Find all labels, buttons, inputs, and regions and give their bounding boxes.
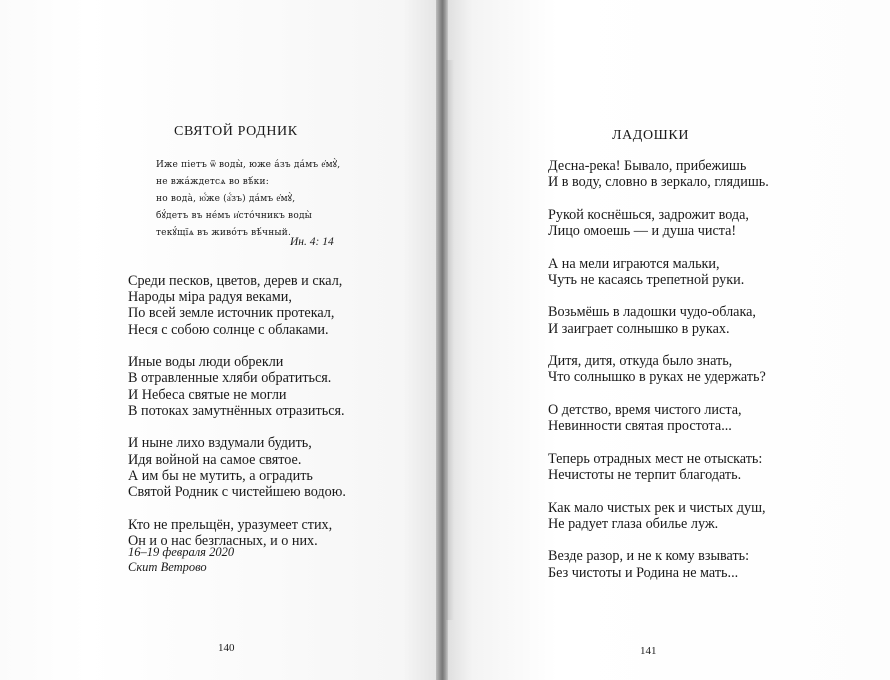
poem-line: Десна-река! Бывало, прибежишь — [548, 158, 747, 174]
epigraph-line: не вжа́ждетсѧ во вѣ́ки: — [156, 177, 269, 187]
poem-body-left — [128, 273, 346, 565]
poem-line: Нечистоты не терпит благодать. — [548, 466, 742, 483]
poem-line: В отравленные хляби обратиться. — [128, 370, 332, 387]
poem-signature — [128, 545, 234, 575]
poem-line: Святой Родник с чистейшею водою. — [128, 484, 346, 501]
poem-line: Не радует глаза обилье луж. — [548, 515, 719, 532]
poem-line: Рукой коснёшься, задрожит вода, — [548, 206, 749, 223]
poem-line: Теперь отрадных мест не отыскать: — [548, 450, 763, 467]
poem-line: Идя войной на самое святое. — [128, 451, 302, 468]
poem-title-right: ЛАДОШКИ — [612, 128, 690, 143]
poem-line: По всей земле источник протекал, — [128, 305, 335, 322]
poem-line: И ныне лихо вздумали будить, — [128, 435, 312, 452]
stanza — [548, 353, 769, 385]
page-number-right: 141 — [640, 645, 657, 657]
stanza — [128, 354, 346, 419]
epigraph-reference: Ин. 4: 14 — [290, 236, 334, 248]
stanza — [548, 500, 769, 532]
poem-line: Без чистоты и Родина не мать... — [548, 564, 739, 581]
stanza — [128, 435, 346, 500]
poem-line: Дитя, дитя, откуда было знать, — [548, 353, 733, 370]
poem-line: Что солнышко в руках не удержать? — [548, 369, 766, 386]
poem-title-left: СВЯТОЙ РОДНИК — [174, 124, 298, 139]
poem-line: И в воду, словно в зеркало, глядишь. — [548, 174, 769, 191]
poem-place: Скит Ветрово — [128, 560, 207, 574]
poem-line: Лицо омоешь — и душа чиста! — [548, 223, 737, 239]
poem-line: А на мели играются мальки, — [548, 255, 720, 272]
poem-line: Возьмёшь в ладошки чудо-облака, — [548, 304, 756, 321]
stanza — [548, 207, 769, 239]
stanza — [548, 451, 769, 483]
poem-line: В потоках замутнённых отразиться. — [128, 402, 345, 419]
poem-line: И Небеса святые не могли — [128, 386, 287, 403]
poem-line: А им бы не мутить, а оградить — [128, 467, 313, 484]
epigraph-line: Иже піетъ ѿ воды̀, юже а́зъ да́мъ е҆мꙋ̀, — [156, 160, 341, 170]
poem-line: Как мало чистых рек и чистых душ, — [548, 499, 766, 516]
epigraph-line: бꙋ́детъ въ не́мъ и҆сто́чникъ воды̀ — [156, 211, 313, 221]
stanza — [548, 158, 769, 190]
poem-line: Чуть не касаясь трепетной руки. — [548, 271, 745, 288]
stanza — [548, 256, 769, 288]
stanza — [548, 402, 769, 434]
poem-line: О детство, время чистого листа, — [548, 401, 742, 418]
stanza — [128, 273, 346, 338]
epigraph-line: но вода̀, ю҆́же (а҆́зъ) да́мъ е҆мꙋ̀, — [156, 194, 296, 204]
poem-line: Кто не прельщён, уразумеет стих, — [128, 516, 333, 533]
epigraph-line: текꙋ́щїѧ въ живо́тъ вѣ́чный. — [156, 228, 292, 238]
gutter-shadow — [446, 60, 454, 620]
poem-date: 16–19 февраля 2020 — [128, 545, 235, 559]
stanza — [548, 548, 769, 580]
poem-body-right — [548, 158, 769, 597]
epigraph — [156, 157, 341, 242]
poem-line: Иные воды люди обрекли — [128, 354, 284, 371]
poem-line: Среди песков, цветов, дерев и скал, — [128, 273, 343, 289]
poem-line: И заиграет солнышко в руках. — [548, 320, 730, 337]
poem-line: Народы міра радуя веками, — [128, 289, 292, 306]
poem-line: Невинности святая простота... — [548, 418, 732, 435]
stanza — [548, 304, 769, 336]
poem-line: Везде разор, и не к кому взывать: — [548, 548, 750, 565]
page-number-left: 140 — [218, 642, 235, 654]
poem-line: Неся с собою солнце с облаками. — [128, 321, 329, 338]
poem-line: Он и о нас безгласных, и о них. — [128, 532, 318, 549]
